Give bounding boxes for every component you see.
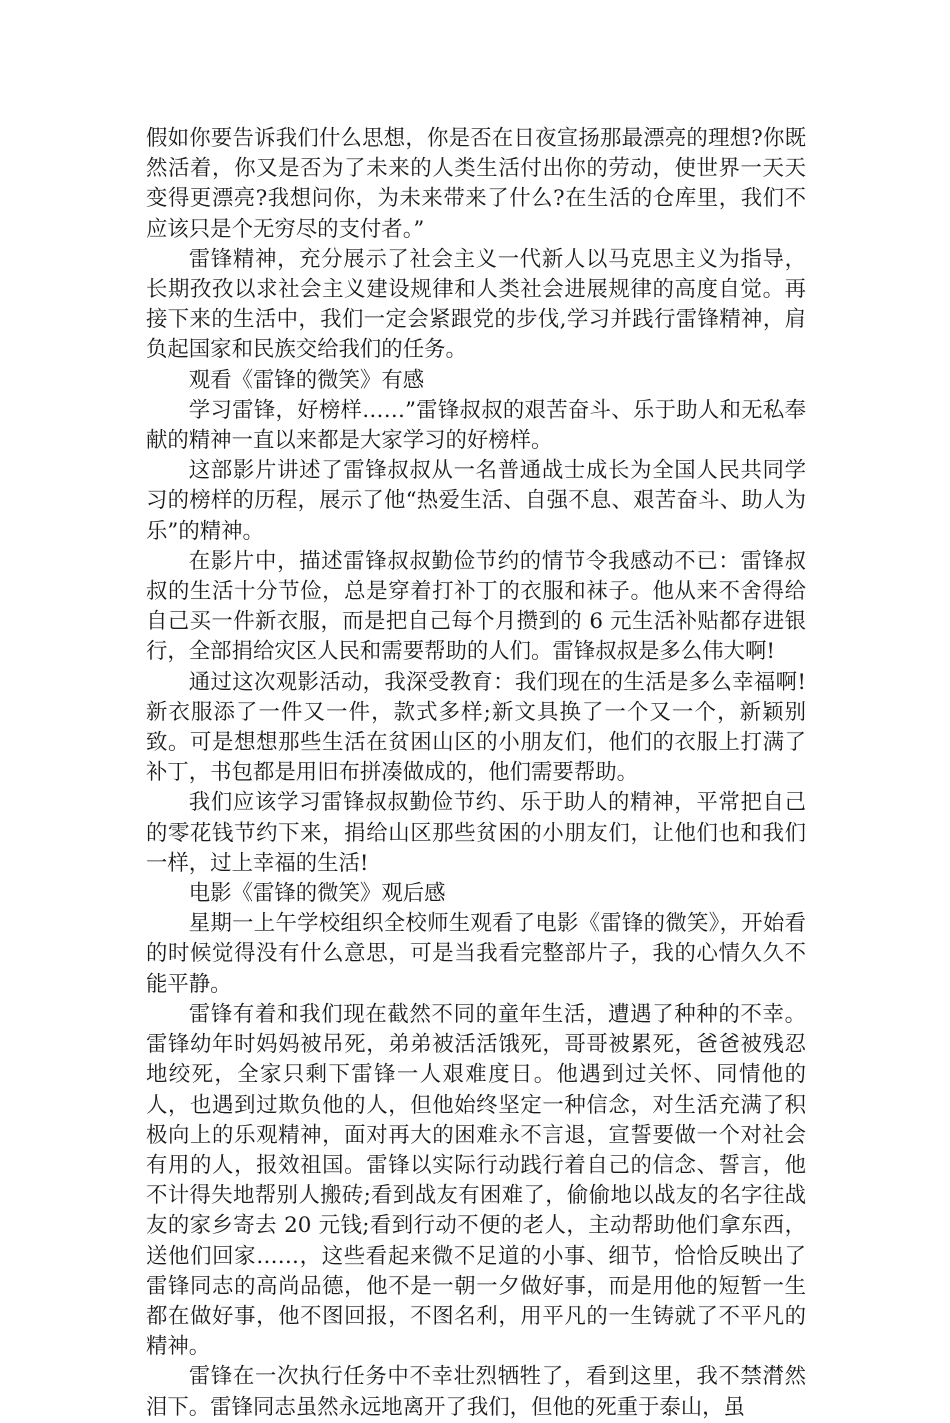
paragraph-2: 雷锋精神，充分展示了社会主义一代新人以马克思主义为指导，长期孜孜以求社会主义建设规律和人类社会进展规律的高度自觉。再接下来的生活中，我们一定会紧跟党的步伐,学习并践行雷锋精神，肩负起国家和民族交给我们的任务。 <box>146 246 806 363</box>
paragraph-1: 假如你要告诉我们什么思想，你是否在日夜宣扬那最漂亮的理想?你既然活着，你又是否为了未来的人类生活付出你的劳动，使世界一天天变得更漂亮?我想问你，为未来带来了什么?在生活的仓库里，我们不应该只是个无穷尽的支付者。” <box>146 126 806 242</box>
paragraph-7: 我们应该学习雷锋叔叔勤俭节约、乐于助人的精神，平常把自己的零花钱节约下来，捐给山区那些贫困的小朋友们，让他们也和我们一样，过上幸福的生活! <box>146 790 806 876</box>
section-heading-2: 电影《雷锋的微笑》观后感 <box>188 881 446 907</box>
document-body <box>146 124 806 1423</box>
paragraph-6: 通过这次观影活动，我深受教育：我们现在的生活是多么幸福啊!新衣服添了一件又一件，款式多样;新文具换了一个又一个，新颖别致。可是想想那些生活在贫困山区的小朋友们，他们的衣服上打满了补丁，书包都是用旧布拼凑做成的，他们需要帮助。 <box>146 669 806 786</box>
paragraph-3: 学习雷锋，好榜样……”雷锋叔叔的艰苦奋斗、乐于助人和无私奉献的精神一直以来都是大家学习的好榜样。 <box>146 397 806 454</box>
paragraph-4: 这部影片讲述了雷锋叔叔从一名普通战士成长为全国人民共同学习的榜样的历程，展示了他“热爱生活、自强不息、艰苦奋斗、助人为乐”的精神。 <box>146 458 806 544</box>
section-heading-1: 观看《雷锋的微笑》有感 <box>188 367 425 393</box>
paragraph-9: 雷锋有着和我们现在截然不同的童年生活，遭遇了种种的不幸。雷锋幼年时妈妈被吊死，弟弟被活活饿死，哥哥被累死，爸爸被残忍地绞死，全家只剩下雷锋一人艰难度日。他遇到过关怀、同情他的人，也遇到过欺负他的人，但他始终坚定一种信念，对生活充满了积极向上的乐观精神，面对再大的困难永不言退，宣誓要做一个对社会有用的人，报效祖国。雷锋以实际行动践行着自己的信念、誓言，他不计得失地帮别人搬砖;看到战友有困难了，偷偷地以战友的名字往战友的家乡寄去 20 元钱;看到行动不便的老人，主动帮助他们拿东西，送他们回家……，这些看起来微不足道的小事、细节，恰恰反映出了雷锋同志的高尚品德，他不是一朝一夕做好事，而是用他的短暂一生都在做好事，他不图回报，不图名利，用平凡的一生铸就了不平凡的精神。 <box>146 1001 806 1360</box>
paragraph-10: 雷锋在一次执行任务中不幸壮烈牺牲了，看到这里，我不禁潸然泪下。雷锋同志虽然永远地离开了我们，但他的死重于泰山，虽 <box>146 1364 806 1420</box>
paragraph-5: 在影片中，描述雷锋叔叔勤俭节约的情节令我感动不已：雷锋叔叔的生活十分节俭，总是穿着打补丁的衣服和袜子。他从来不舍得给自己买一件新衣服，而是把自己每个月攒到的 6 元生活补贴都存进银行，全部捐给灾区人民和需要帮助的人们。雷锋叔叔是多么伟大啊! <box>146 548 806 665</box>
paragraph-8: 星期一上午学校组织全校师生观看了电影《雷锋的微笑》，开始看的时候觉得没有什么意思，可是当我看完整部片子，我的心情久久不能平静。 <box>146 911 806 997</box>
